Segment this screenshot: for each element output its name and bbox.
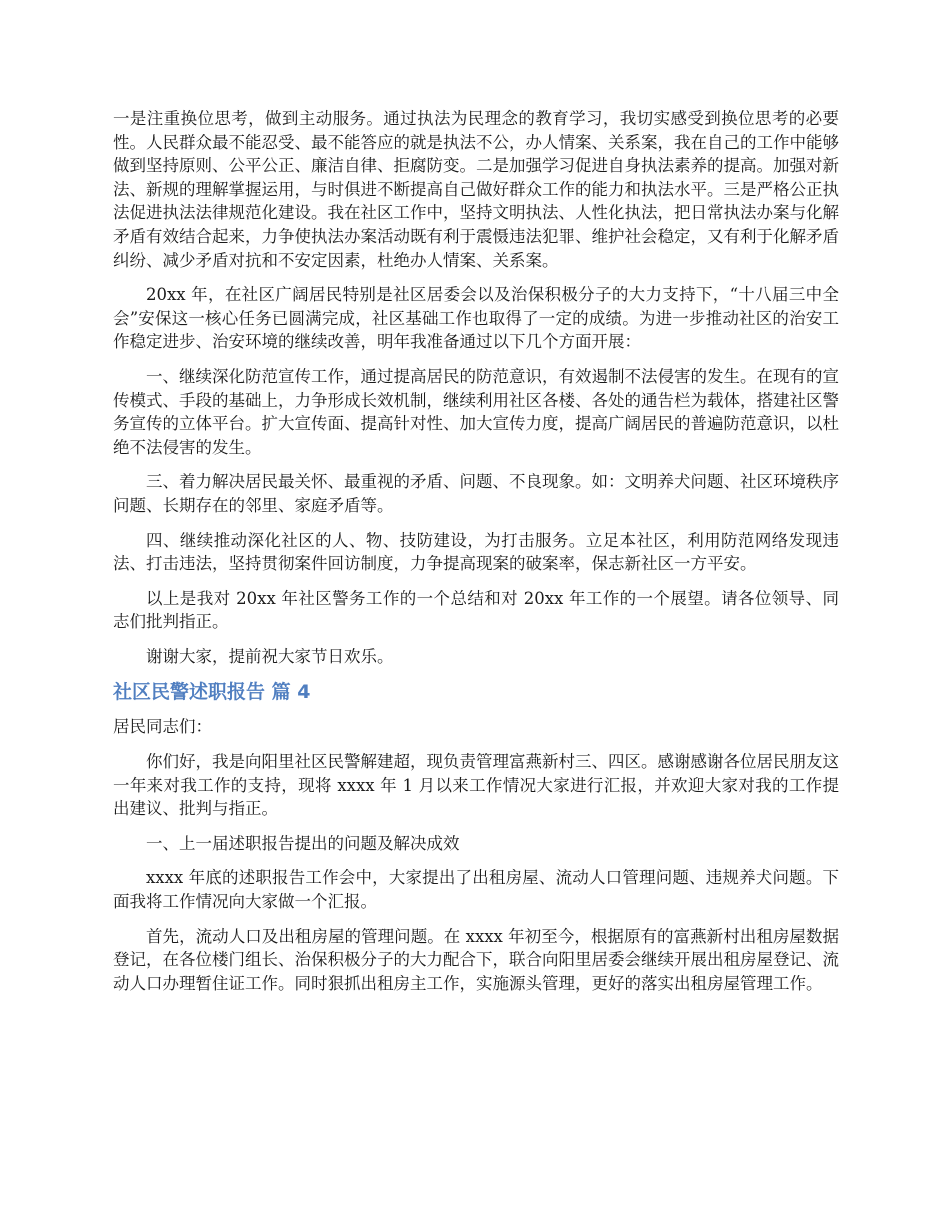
paragraph-previous-issues: xxxx 年底的述职报告工作会中，大家提出了出租房屋、流动人口管理问题、违规养犬问题。下面我将工作情况向大家做一个汇报。 xyxy=(113,868,839,912)
section-heading: 社区民警述职报告 篇 4 xyxy=(113,681,311,704)
paragraph-thanks: 谢谢大家，提前祝大家节日欢乐。 xyxy=(146,646,394,666)
paragraph-introduction: 你们好，我是向阳里社区民警解建超，现负责管理富燕新村三、四区。感谢感谢各位居民朋友这一年来对我工作的支持，现将 xxxx 年 1 月以来工作情况大家进行汇报，并欢迎大家对我的工作提出建议、批判与指正。 xyxy=(113,752,839,819)
paragraph-conclusion: 以上是我对 20xx 年社区警务工作的一个总结和对 20xx 年工作的一个展望。请各位领导、同志们批判指正。 xyxy=(113,588,839,632)
paragraph-plan-1: 一、继续深化防范宣传工作，通过提高居民的防范意识，有效遏制不法侵害的发生。在现有的宣传模式、手段的基础上，力争形成长效机制，继续利用社区各楼、各处的通告栏为载体，搭建社区警务宣传的立体平台。扩大宣传面、提高针对性、加大宣传力度，提高广阔居民的普遍防范意识，以杜绝不法侵害的发生。 xyxy=(113,366,839,457)
paragraph-plan-3: 三、着力解决居民最关怀、最重视的矛盾、问题、不良现象。如：文明养犬问题、社区环境秩序问题、长期存在的邻里、家庭矛盾等。 xyxy=(113,472,839,515)
paragraph-section-title: 一、上一届述职报告提出的问题及解决成效 xyxy=(146,833,460,853)
salutation: 居民同志们： xyxy=(113,717,212,737)
paragraph-execution-summary: 一是注重换位思考，做到主动服务。通过执法为民理念的教育学习，我切实感受到换位思考的必要性。人民群众最不能忍受、最不能答应的就是执法不公，办人情案、关系案，我在自己的工作中能够做到坚持原则、公平公正、廉洁自律、拒腐防变。二是加强学习促进自身执法素养的提高。加强对新法、新规的理解掌握运用，与时俱进不断提高自己做好群众工作的能力和执法水平。三是严格公正执法促进执法法律规范化建设。我在社区工作中，坚持文明执法、人性化执法，把日常执法办案与化解矛盾有效结合起来，力争使执法办案活动既有利于震慑违法犯罪、维护社会稳定，又有利于化解矛盾纠纷、减少矛盾对抗和不安定因素，杜绝办人情案、关系案。 xyxy=(113,109,839,270)
paragraph-plan-4: 四、继续推动深化社区的人、物、技防建设，为打击服务。立足本社区，利用防范网络发现违法、打击违法，坚持贯彻案件回访制度，力争提高现案的破案率，保志新社区一方平安。 xyxy=(113,530,839,574)
document-page xyxy=(113,107,839,1006)
paragraph-year-review: 20xx 年，在社区广阔居民特别是社区居委会以及治保积极分子的大力支持下，“十八届三中全会”安保这一核心任务已圆满完成，社区基础工作也取得了一定的成绩。为进一步推动社区的治安工作稳定进步、治安环境的继续改善，明年我准备通过以下几个方面开展： xyxy=(113,285,839,352)
paragraph-rental-management: 首先，流动人口及出租房屋的管理问题。在 xxxx 年初至今，根据原有的富燕新村出租房屋数据登记，在各位楼门组长、治保积极分子的大力配合下，联合向阳里居委会继续开展出租房屋登记、流动人口办理暂住证工作。同时狠抓出租房主工作，实施源头管理，更好的落实出租房屋管理工作。 xyxy=(113,926,839,993)
